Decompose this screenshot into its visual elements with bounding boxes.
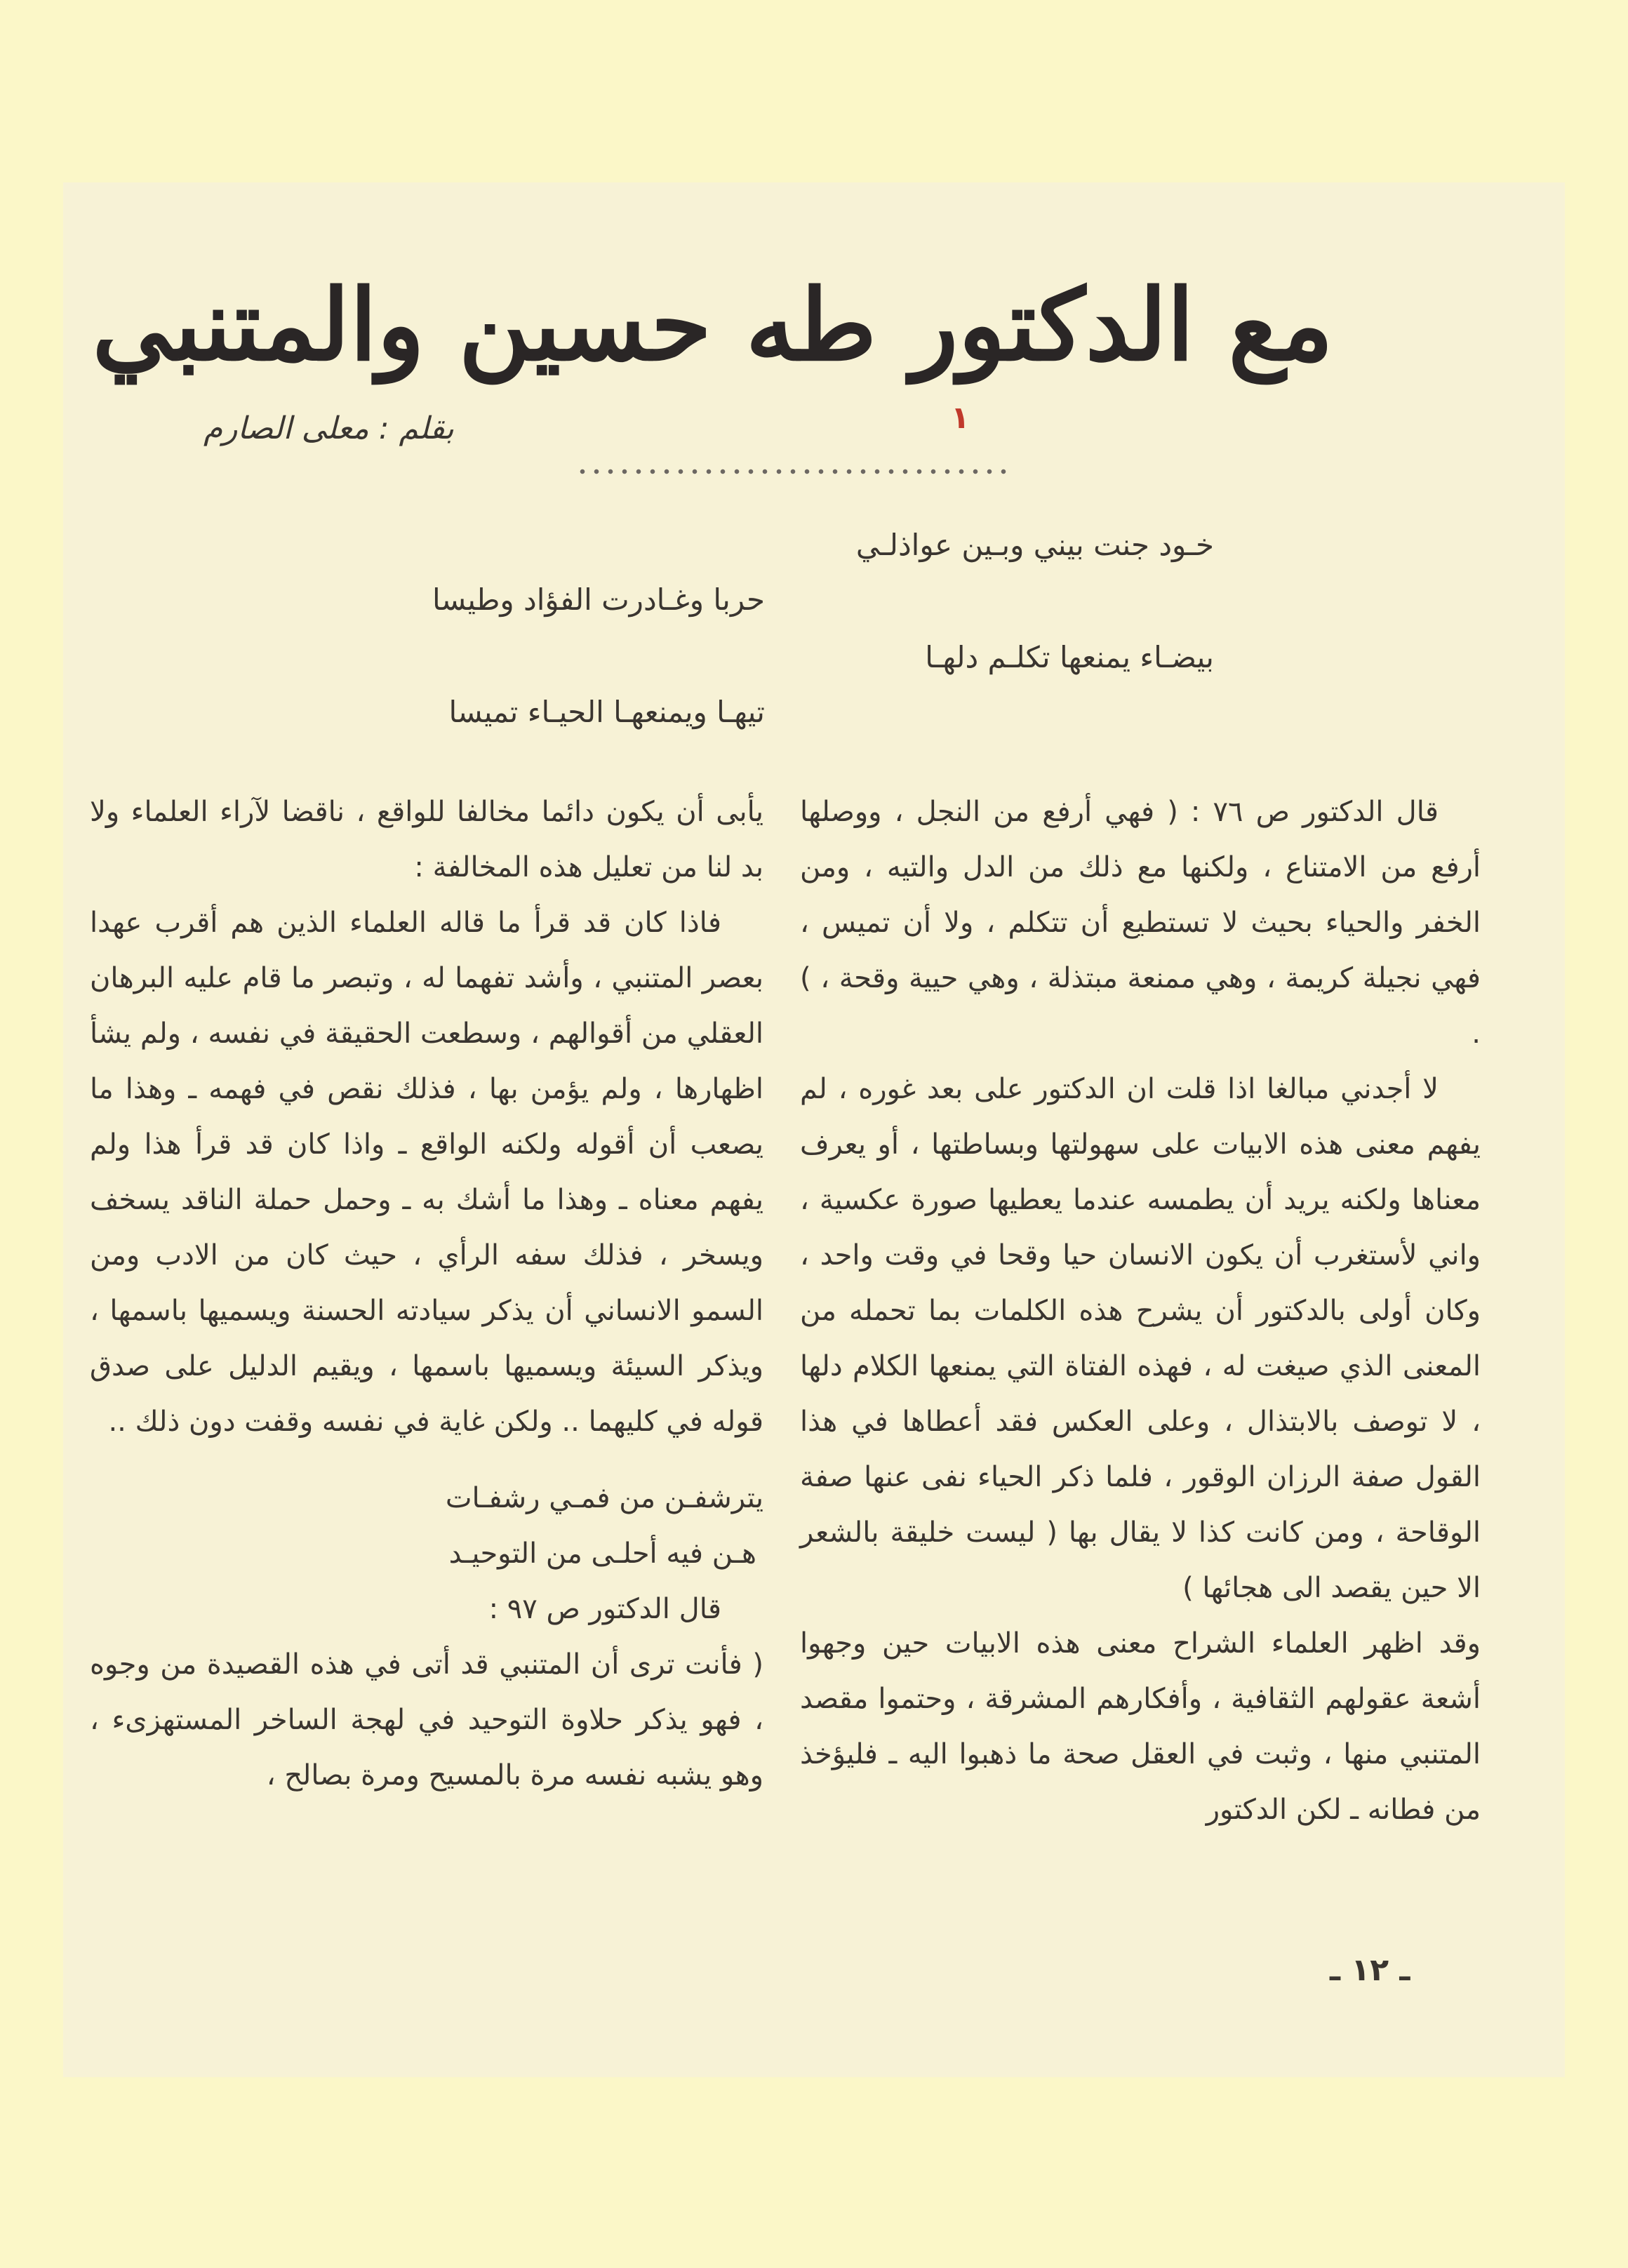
left-paragraph-4: ( فأنت ترى أن المتنبي قد أتى في هذه القصيدة من وجوه ، فهو يذكر حلاوة التوحيد في لهجة الساخر المستهزىء ، وهو يشبه نفسه مرة بالمسيح ومرة بصالح ، [90, 1648, 763, 1792]
verse-line-3: بيضـاء يمنعها تكلـم دلهـا [925, 640, 1214, 674]
verse-line-2: حربا وغـادرت الفؤاد وطيسا [432, 582, 765, 617]
page-number: ـ ١٢ ـ [1330, 1952, 1410, 1988]
article-title: مع الدكتور طه حسين والمتنبي [92, 268, 1333, 383]
left-paragraph-1: يأبى أن يكون دائما مخالفا للواقع ، ناقضا لآراء العلماء ولا بد لنا من تعليل هذه المخالفة : [90, 796, 763, 883]
verse-line-4: تيهـا ويمنعهـا الحيـاء تميسا [448, 695, 765, 729]
right-paragraph-1: قال الدكتور ص ٧٦ : ( فهي أرفع من النجل ، ووصلها أرفع من الامتناع ، ولكنها مع ذلك من الدل والتيه ، ومن الخفر والحياء بحيث لا تستطيع أن تتكلم ، ولا أن تميس ، فهي نجيلة كريمة ، وهي ممنعة مبتذلة ، وهي حيية وقحة ، ) . [800, 796, 1481, 1050]
paragraph-spacer [90, 1450, 763, 1471]
left-paragraph-2: فاذا كان قد قرأ ما قاله العلماء الذين هم أقرب عهدا بعصر المتنبي ، وأشد تفهما له ، وتبصر ما قام عليه البرهان العقلي من أقوالهم ، وسطعت الحقيقة في نفسه ، ولم يشأ اظهارها ، ولم يؤمن بها ، فذلك نقص في فهمه ـ وهذا ما يصعب أن أقوله ولكنه الواقع ـ واذا كان قد قرأ هذا ولم يفهم معناه ـ وهذا ما أشك به ـ وحمل حملة الناقد يسخف ويسخر ، فذلك سفه الرأي ، حيث كان من الادب ومن السمو الانساني أن يذكر سيادته الحسنة ويسميها باسمها ، ويذكر السيئة ويسميها باسمها ، ويقيم الدليل على صدق قوله في كليهما .. ولكن غاية في نفسه وقفت دون ذلك .. [90, 907, 763, 1438]
right-paragraph-2: لا أجدني مبالغا اذا قلت ان الدكتور على بعد غوره ، لم يفهم معنى هذه الابيات على سهولتها وبساطتها ، أو يعرف معناها ولكنه يريد أن يطمسه عندما يعطيها صورة عكسية ، واني لأستغرب أن يكون الانسان حيا وقحا في وقت واحد ، وكان أولى بالدكتور أن يشرح هذه الكلمات بما تحمله من المعنى الذي صيغت له ، فهذه الفتاة التي يمنعها الكلام دلها ، لا توصف بالابتذال ، وعلى العكس فقد أعطاها في هذا القول صفة الرزان الوقور ، فلما ذكر الحياء نفى عنها صفة الوقاحة ، ومن كانت كذا لا يقال بها ( ليست خليقة بالشعر الا حين يقصد الى هجائها ) [800, 1073, 1481, 1604]
author-byline: بقلم : معلى الصارم [204, 411, 454, 446]
dotted-divider [575, 469, 1010, 474]
right-column [800, 785, 1481, 1838]
poem-line-1: يترشفـن من فمـي رشفـات [445, 1482, 763, 1514]
ornament-mark: ١ [951, 400, 970, 436]
verse-line-1: خـود جنت بيني وبـين عواذلـي [855, 528, 1214, 562]
left-column [90, 785, 763, 1803]
left-paragraph-3: قال الدكتور ص ٩٧ : [488, 1593, 721, 1625]
poem-line-2: هـن فيه أحلـى من التوحيـد [448, 1537, 756, 1570]
right-paragraph-3: وقد اظهر العلماء الشراح معنى هذه الابيات حين وجهوا أشعة عقولهم الثقافية ، وأفكارهم المشرقة ، وحتموا مقصد المتنبي منها ، وثبت في العقل صحة ما ذهبوا اليه ـ فليؤخذ من فطانه ـ لكن الدكتور [800, 1627, 1481, 1826]
